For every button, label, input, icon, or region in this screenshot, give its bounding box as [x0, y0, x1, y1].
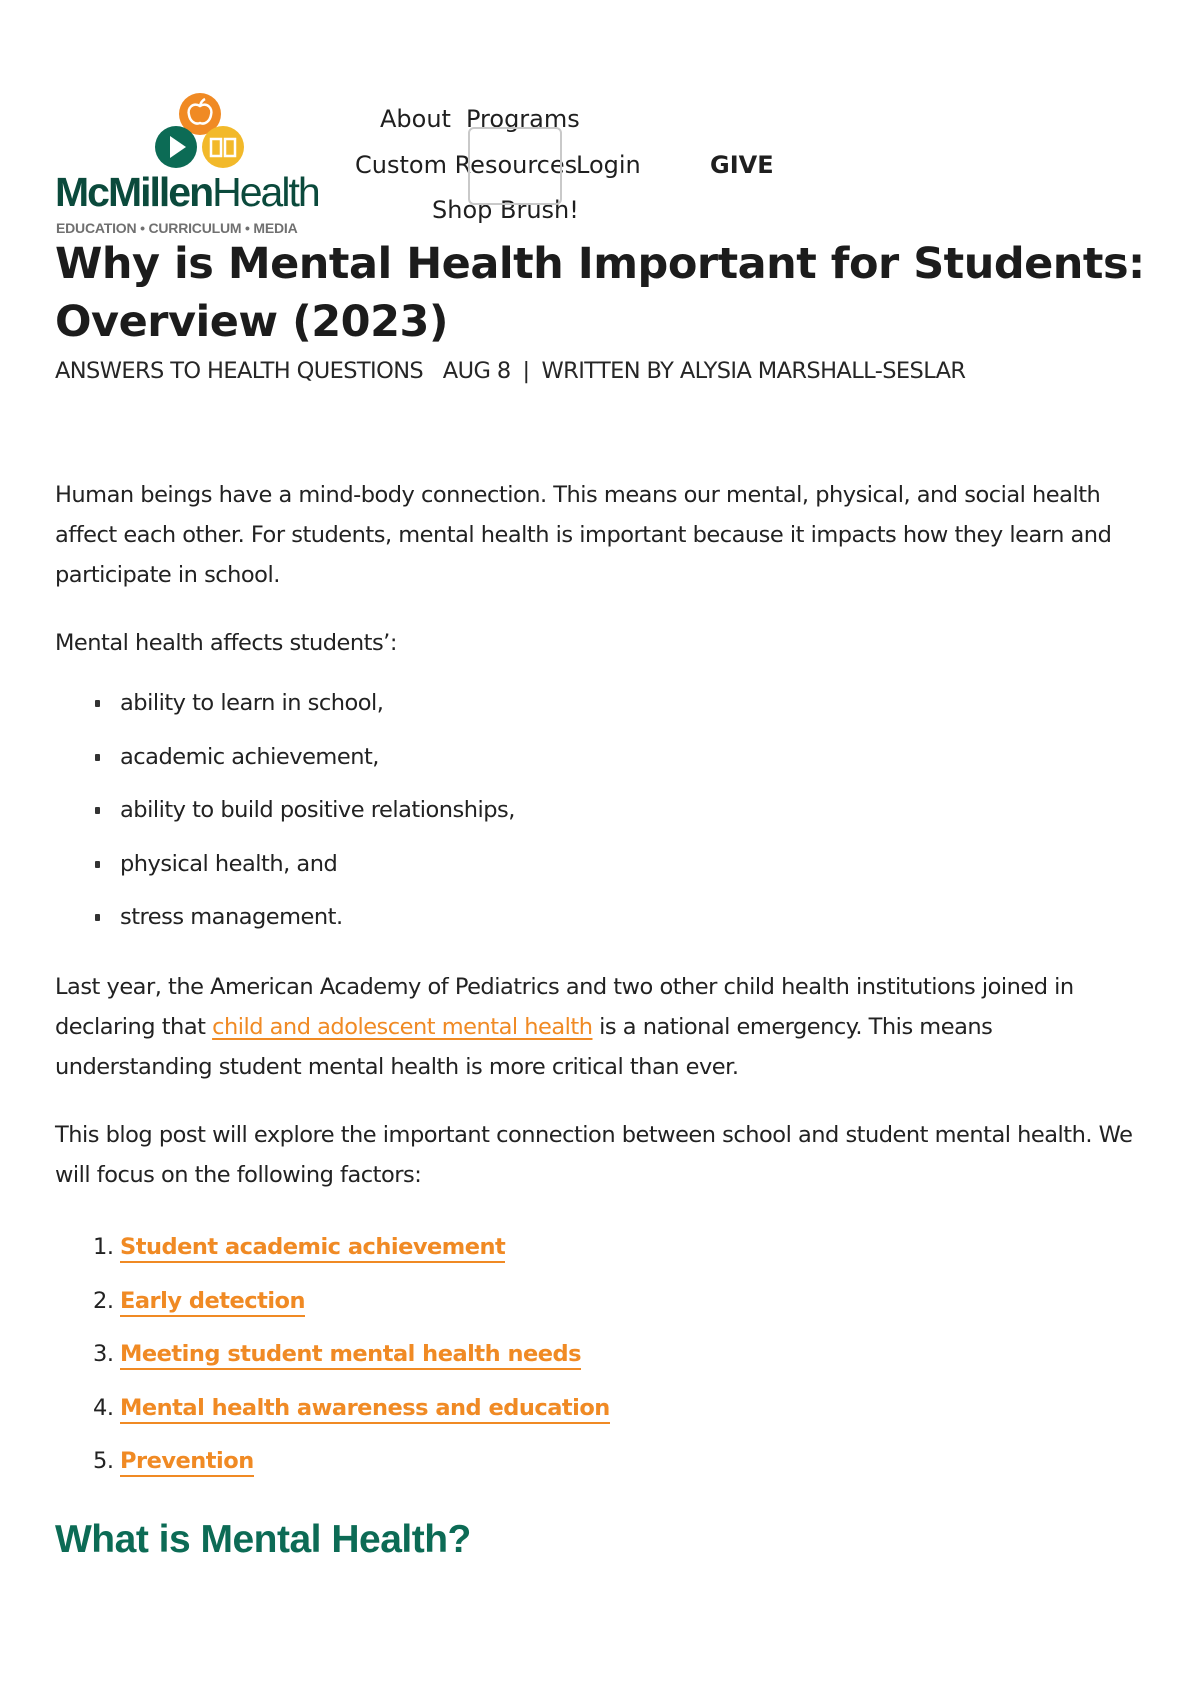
- article-meta: [55, 360, 965, 383]
- nav-login[interactable]: Login: [576, 151, 641, 179]
- list-item: [55, 790, 515, 844]
- logo-icons: [155, 92, 245, 172]
- toc-item: [55, 1281, 610, 1335]
- nav-shop[interactable]: Shop Brush!: [432, 196, 579, 224]
- list-item: [55, 844, 515, 898]
- list-item-text: ability to learn in school,: [120, 690, 384, 716]
- list-item-text: stress management.: [120, 904, 343, 930]
- post-author: WRITTEN BY ALYSIA MARSHALL-SESLAR: [541, 358, 966, 384]
- toc-number: 4.: [93, 1394, 114, 1421]
- affects-list: [55, 683, 515, 951]
- category-link[interactable]: ANSWERS TO HEALTH QUESTIONS: [55, 358, 424, 384]
- paragraph-intro: Human beings have a mind-body connection. This means our mental, physical, and social health affect each other. For students, mental health is important because it impacts how they learn and participate in school.: [55, 482, 1112, 588]
- toc-number: 3.: [93, 1341, 114, 1367]
- list-item: [55, 897, 515, 951]
- paragraph-emergency-before: Last year, the American Academy of Pediatrics and two other child health institutions joined in declaring that: [55, 974, 1074, 1040]
- logo-name-regular: Health: [212, 169, 319, 215]
- toc-link-academic-achievement[interactable]: Student academic achievement: [120, 1234, 505, 1263]
- logo-wordmark: [55, 169, 319, 215]
- toc-item: [55, 1441, 610, 1495]
- bullet-icon: [95, 807, 100, 814]
- toc-number: 2.: [93, 1287, 114, 1314]
- toc-item: [55, 1227, 610, 1281]
- paragraph-emergency: [55, 967, 1155, 1087]
- post-date: AUG 8: [442, 358, 511, 384]
- site-logo[interactable]: [55, 92, 345, 242]
- bullet-icon: [95, 914, 100, 921]
- bullet-icon: [95, 861, 100, 868]
- list-item-text: academic achievement,: [120, 743, 379, 770]
- toc-number: 5.: [93, 1448, 114, 1474]
- list-item-text: physical health, and: [120, 850, 338, 877]
- nav-give-button[interactable]: GIVE: [710, 151, 774, 179]
- bullet-icon: [95, 700, 100, 707]
- list-item-text: ability to build positive relationships,: [120, 797, 515, 823]
- nav-custom-resources[interactable]: Custom Resources: [355, 151, 578, 179]
- table-of-contents: [55, 1227, 610, 1495]
- nav-programs[interactable]: Programs: [466, 105, 580, 133]
- toc-link-prevention[interactable]: Prevention: [120, 1448, 254, 1477]
- toc-number: 1.: [93, 1234, 114, 1260]
- nav-about[interactable]: About: [380, 105, 451, 133]
- list-item: [55, 737, 515, 791]
- focus-outline: [468, 127, 562, 205]
- logo-tagline: EDUCATION • CURRICULUM • MEDIA: [56, 220, 298, 236]
- list-item: [55, 683, 515, 737]
- paragraph-emergency-after: is a national emergency. This means understanding student mental health is more critical than ever.: [55, 1014, 993, 1080]
- section-heading-what-is-mental-health: What is Mental Health?: [55, 1518, 471, 1561]
- logo-name-bold: McMillen: [55, 169, 213, 215]
- toc-item: [55, 1388, 610, 1442]
- toc-item: [55, 1334, 610, 1388]
- mental-health-emergency-link[interactable]: child and adolescent mental health: [212, 1014, 593, 1040]
- toc-link-awareness-education[interactable]: Mental health awareness and education: [120, 1395, 610, 1424]
- paragraph-overview: This blog post will explore the important connection between school and student mental health. We will focus on the following factors:: [55, 1122, 1133, 1188]
- bullet-icon: [95, 754, 100, 761]
- toc-link-early-detection[interactable]: Early detection: [120, 1288, 305, 1317]
- meta-separator: |: [522, 358, 530, 384]
- toc-link-meeting-needs[interactable]: Meeting student mental health needs: [120, 1341, 581, 1370]
- paragraph-affects: Mental health affects students’:: [55, 630, 397, 656]
- article-title: Why is Mental Health Important for Students: Overview (2023): [55, 239, 1145, 347]
